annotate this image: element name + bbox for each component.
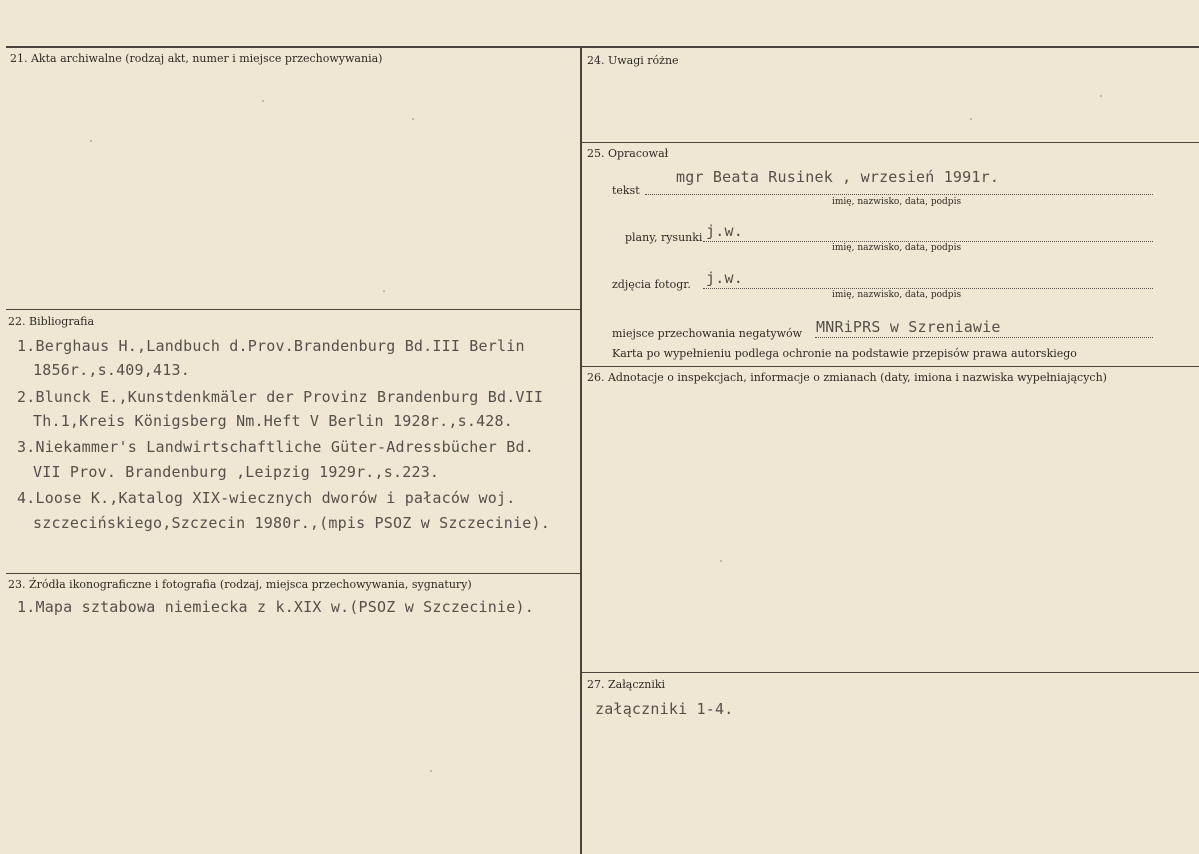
section-26-label: 26. Adnotacje o inspekcjach, informacje o zmianach (daty, imiona i nazwiska wypełniających) <box>587 371 1107 384</box>
paper-speck <box>1100 95 1102 97</box>
tekst-label: tekst <box>612 184 640 197</box>
rule-22-23 <box>6 573 580 574</box>
negatywy-label: miejsce przechowania negatywów <box>612 327 803 340</box>
plany-caption: imię, nazwisko, data, podpis <box>832 243 962 253</box>
paper-speck <box>412 118 414 120</box>
paper-speck <box>262 100 264 102</box>
bibliography-line: Th.1,Kreis Königsberg Nm.Heft V Berlin 1928r.,s.428. <box>33 412 513 430</box>
copyright-note: Karta po wypełnieniu podlega ochronie na podstawie przepisów prawa autorskiego <box>612 347 1077 360</box>
bibliography-line: 2.Blunck E.,Kunstdenkmäler der Provinz Brandenburg Bd.VII <box>17 388 544 406</box>
section-21-label: 21. Akta archiwalne (rodzaj akt, numer i miejsce przechowywania) <box>10 52 383 65</box>
zdjecia-value: j.w. <box>706 269 743 287</box>
section-23-label: 23. Źródła ikonograficzne i fotografia (rodzaj, miejsca przechowywania, sygnatury) <box>8 578 472 591</box>
paper-speck <box>383 290 385 292</box>
rule-24-25 <box>582 142 1199 143</box>
bibliography-line: 4.Loose K.,Katalog XIX-wiecznych dworów i pałaców woj. <box>17 489 516 507</box>
bibliography-line: 1856r.,s.409,413. <box>33 361 190 379</box>
bibliography-line: szczecińskiego,Szczecin 1980r.,(mpis PSOZ w Szczecinie). <box>33 514 550 532</box>
zdjecia-label: zdjęcia fotogr. <box>612 278 691 291</box>
attachments-value: załączniki 1-4. <box>595 700 734 718</box>
bibliography-line: VII Prov. Brandenburg ,Leipzig 1929r.,s.223. <box>33 463 440 481</box>
bibliography-line: 1.Berghaus H.,Landbuch d.Prov.Brandenburg Bd.III Berlin <box>17 337 525 355</box>
zdjecia-dotted-line <box>703 288 1153 289</box>
paper-speck <box>430 770 432 772</box>
tekst-value: mgr Beata Rusinek , wrzesień 1991r. <box>676 168 1000 186</box>
negatywy-value: MNRiPRS w Szreniawie <box>816 318 1001 336</box>
tekst-dotted-line <box>645 194 1153 195</box>
plany-dotted-line <box>703 241 1153 242</box>
plany-value: j.w. <box>706 222 743 240</box>
negatywy-dotted-line <box>815 337 1153 338</box>
section-27-label: 27. Załączniki <box>587 678 666 691</box>
paper-speck <box>720 560 722 562</box>
column-divider <box>580 46 582 854</box>
plany-label: plany, rysunki <box>625 231 703 244</box>
rule-26-27 <box>582 672 1199 673</box>
tekst-caption: imię, nazwisko, data, podpis <box>832 197 962 207</box>
section-24-label: 24. Uwagi różne <box>587 54 679 67</box>
iconography-line: 1.Mapa sztabowa niemiecka z k.XIX w.(PSOZ w Szczecinie). <box>17 598 534 616</box>
rule-21-22 <box>6 309 580 310</box>
bibliography-line: 3.Niekammer's Landwirtschaftliche Güter-Adressbücher Bd. <box>17 438 534 456</box>
paper-speck <box>970 118 972 120</box>
section-25-label: 25. Opracował <box>587 147 669 160</box>
section-22-label: 22. Bibliografia <box>8 315 95 328</box>
rule-25-26 <box>582 366 1199 367</box>
paper-speck <box>90 140 92 142</box>
zdjecia-caption: imię, nazwisko, data, podpis <box>832 290 962 300</box>
top-rule <box>6 46 1199 48</box>
